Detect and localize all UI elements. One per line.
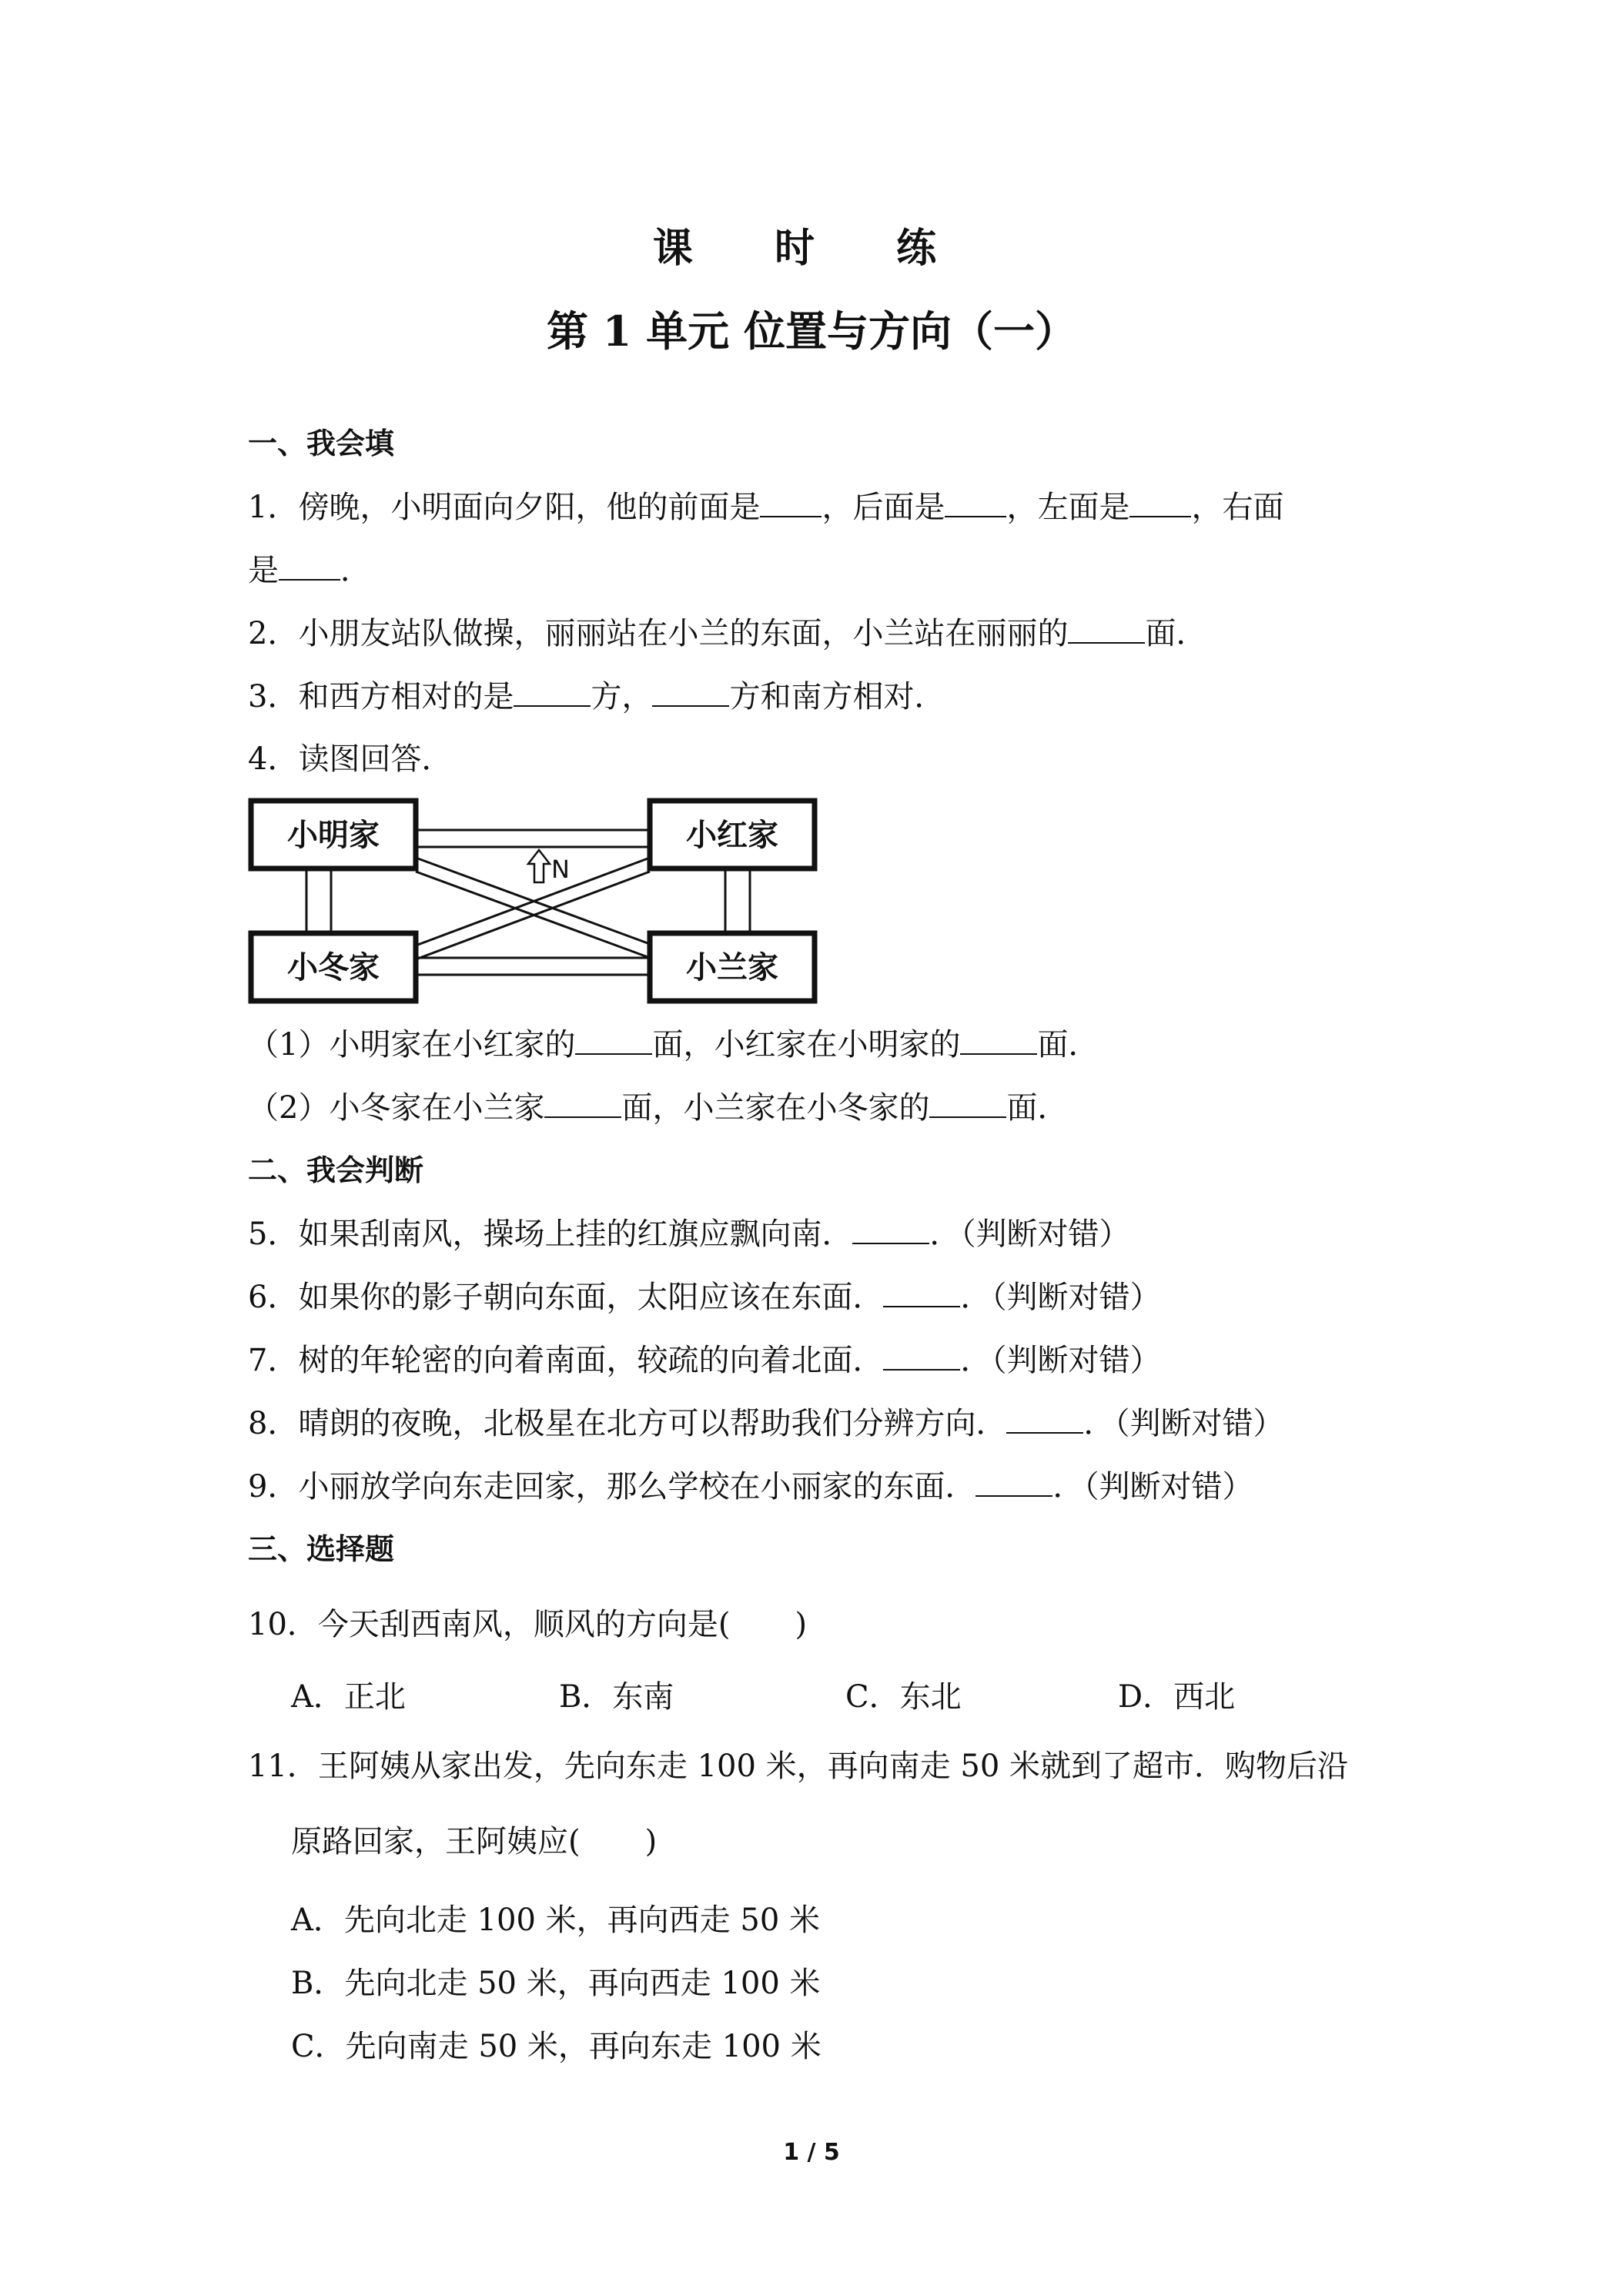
answer-blank[interactable] <box>652 674 729 707</box>
page-number: 1 / 5 <box>783 2139 840 2166</box>
answer-blank[interactable] <box>975 1464 1052 1497</box>
answer-blank[interactable] <box>279 548 340 581</box>
q10-option-c[interactable]: C．东北 <box>845 1679 962 1715</box>
question-4-sub-2: （2）小冬家在小兰家 面，小兰家在小冬家的 面． <box>248 1086 1068 1130</box>
answer-blank[interactable] <box>575 1022 652 1055</box>
q11-option-a[interactable]: A．先向北走 100 米，再向西走 50 米 <box>291 1903 820 1938</box>
question-2: 2．小朋友站队做操，丽丽站在小兰的东面，小兰站在丽丽的 面． <box>248 611 1206 655</box>
q11-option-c[interactable]: C．先向南走 50 米，再向东走 100 米 <box>291 2029 822 2064</box>
judge-question-5: 5．如果刮南风，操场上挂的红旗应飘向南． ．（判断对错） <box>248 1212 1129 1256</box>
answer-blank[interactable] <box>544 1086 621 1118</box>
north-arrow-icon <box>528 850 550 882</box>
section-judge-heading: 二、我会判断 <box>248 1153 424 1187</box>
choice-question-11-line-1: 11．王阿姨从家出发，先向东走 100 米，再向南走 50 米就到了超市．购物后沿 <box>248 1749 1349 1784</box>
answer-blank[interactable] <box>1129 485 1191 517</box>
judge-question-6: 6．如果你的影子朝向东面，太阳应该在东面． ．（判断对错） <box>248 1275 1160 1319</box>
q11-option-b[interactable]: B．先向北走 50 米，再向西走 100 米 <box>291 1966 821 2001</box>
q10-option-d[interactable]: D．西北 <box>1118 1679 1236 1715</box>
answer-blank[interactable] <box>852 1212 929 1244</box>
north-label: N <box>551 855 570 884</box>
question-1-line-2: 是 ． <box>248 548 371 592</box>
direction-map-diagram <box>248 798 821 1006</box>
label-xiaodong-home: 小冬家 <box>287 950 380 986</box>
label-xiaolan-home: 小兰家 <box>686 950 778 986</box>
judge-question-8: 8．晴朗的夜晚，北极星在北方可以帮助我们分辨方向． ．（判断对错） <box>248 1401 1283 1445</box>
answer-blank[interactable] <box>1006 1401 1083 1434</box>
q10-option-b[interactable]: B．东南 <box>559 1679 674 1715</box>
question-4: 4．读图回答． <box>248 741 453 777</box>
judge-question-9: 9．小丽放学向东走回家，那么学校在小丽家的东面． ．（判断对错） <box>248 1464 1253 1508</box>
q10-option-a[interactable]: A．正北 <box>291 1679 406 1715</box>
answer-blank[interactable] <box>945 485 1006 517</box>
judge-question-7: 7．树的年轮密的向着南面，较疏的向着北面． ．（判断对错） <box>248 1338 1160 1382</box>
answer-blank[interactable] <box>1068 611 1145 644</box>
label-xiaohong-home: 小红家 <box>686 818 778 853</box>
choice-question-11-line-2: 原路回家，王阿姨应( ) <box>291 1824 658 1859</box>
section-fill-heading: 一、我会填 <box>248 427 395 460</box>
question-4-sub-1: （1）小明家在小红家的 面，小红家在小明家的 面． <box>248 1022 1099 1066</box>
answer-blank[interactable] <box>760 485 822 517</box>
unit-title: 第 1 单元 位置与方向（一） <box>547 306 1076 356</box>
label-xiaoming-home: 小明家 <box>287 818 380 853</box>
section-choice-heading: 三、选择题 <box>248 1532 395 1566</box>
page-title: 课 时 练 <box>652 225 971 272</box>
answer-blank[interactable] <box>883 1338 960 1371</box>
question-1-line-1: 1．傍晚，小明面向夕阳，他的前面是 ，后面是 ，左面是 ，右面 <box>248 485 1283 529</box>
answer-blank[interactable] <box>929 1086 1006 1118</box>
choice-question-10: 10．今天刮西南风，顺风的方向是( ) <box>248 1607 808 1642</box>
question-3: 3．和西方相对的是 方， 方和南方相对． <box>248 674 945 718</box>
answer-blank[interactable] <box>883 1275 960 1307</box>
answer-blank[interactable] <box>960 1022 1037 1055</box>
answer-blank[interactable] <box>514 674 591 707</box>
